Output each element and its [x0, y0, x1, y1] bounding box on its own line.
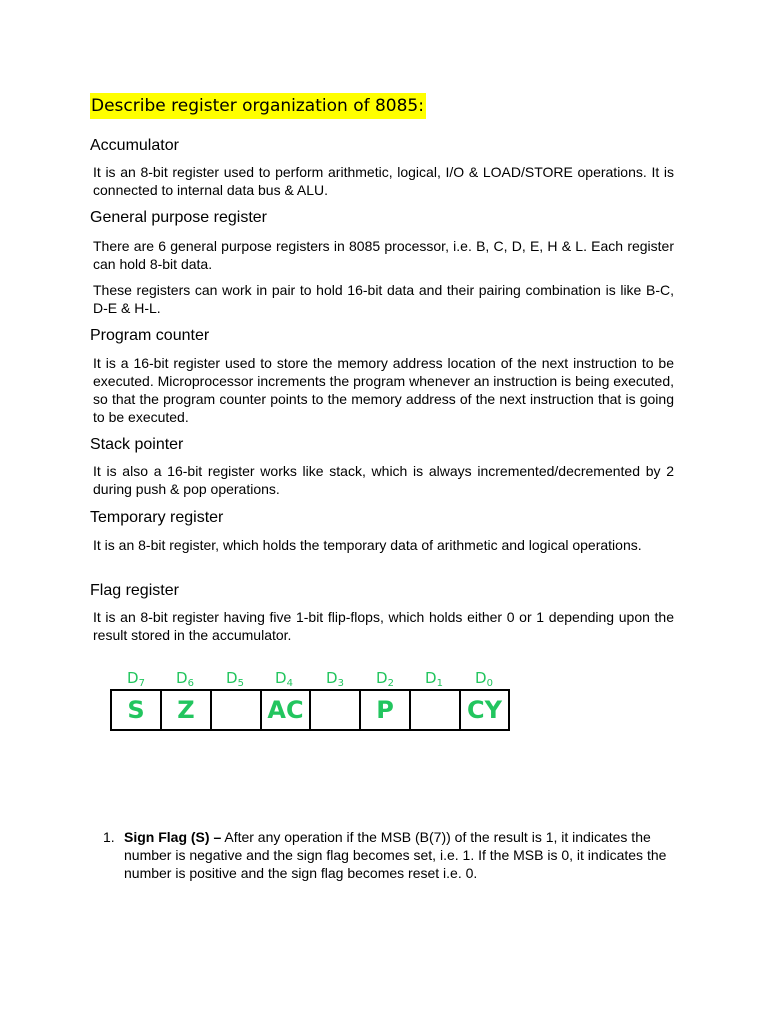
flag-cell-parity: P: [361, 691, 411, 729]
bit-label-d0: $D_0$: [475, 669, 493, 689]
flag-cell-empty-d1: [411, 691, 461, 729]
flag-cell-zero: Z: [162, 691, 212, 729]
paragraph-temporary-register: It is an 8-bit register, which holds the temporary data of arithmetic and logical operations.: [93, 537, 642, 553]
heading-stack-pointer: Stack pointer: [90, 436, 184, 453]
flag-register-diagram: [110, 689, 510, 731]
heading-general-purpose-register: General purpose register: [90, 209, 267, 226]
paragraph-accumulator: It is an 8-bit register used to perform arithmetic, logical, I/O & LOAD/STORE operations. It is connected to internal data bus & ALU.: [93, 164, 674, 198]
flag-cell-sign: S: [112, 691, 162, 729]
list-item-text: [124, 828, 673, 882]
heading-accumulator: Accumulator: [90, 137, 179, 154]
list-item-number: 1.: [103, 829, 115, 845]
bit-label-d6: $D_6$: [176, 669, 194, 689]
heading-temporary-register: Temporary register: [90, 509, 224, 526]
bit-label-d1: $D_1$: [425, 669, 443, 689]
flag-cell-auxiliary-carry: AC: [262, 691, 311, 729]
page-title: Describe register organization of 8085:: [90, 93, 426, 119]
flag-cell-empty-d3: [311, 691, 361, 729]
list-item-term: Sign Flag (S) –: [124, 829, 222, 845]
paragraph-gpr-1: There are 6 general purpose registers in 8085 processor, i.e. B, C, D, E, H & L. Each register can hold 8-bit data.: [93, 238, 674, 272]
bit-label-d7: $D_7$: [127, 669, 145, 689]
paragraph-gpr-2: These registers can work in pair to hold 16-bit data and their pairing combination is like B-C, D-E & H-L.: [93, 282, 674, 316]
heading-flag-register: Flag register: [90, 582, 179, 599]
bit-label-d2: $D_2$: [376, 669, 394, 689]
list-item-description: After any operation if the MSB (B(7)) of the result is 1, it indicates the number is negative and the sign flag becomes set, i.e. 1. If the MSB is 0, it indicates the number is positive and the sign flag becomes reset i.e. 0.: [124, 829, 667, 881]
paragraph-flag-register: It is an 8-bit register having five 1-bit flip-flops, which holds either 0 or 1 depending upon the result stored in the accumulator.: [93, 609, 674, 643]
flag-bit-labels: [111, 668, 509, 688]
flag-cell-empty-d5: [212, 691, 262, 729]
heading-program-counter: Program counter: [90, 327, 210, 344]
bit-label-d5: $D_5$: [226, 669, 244, 689]
paragraph-stack-pointer: It is also a 16-bit register works like stack, which is always incremented/decremented by 2 during push & pop operations.: [93, 463, 674, 497]
flag-cell-carry: CY: [467, 696, 502, 724]
bit-label-d4: $D_4$: [275, 669, 293, 689]
bit-label-d3: $D_3$: [326, 669, 344, 689]
paragraph-program-counter: It is a 16-bit register used to store the memory address location of the next instruction to be executed. Microprocessor increments the program whenever an instruction is being executed, so that the program counter points to the memory address of the next instruction that is going to be executed.: [93, 355, 674, 425]
